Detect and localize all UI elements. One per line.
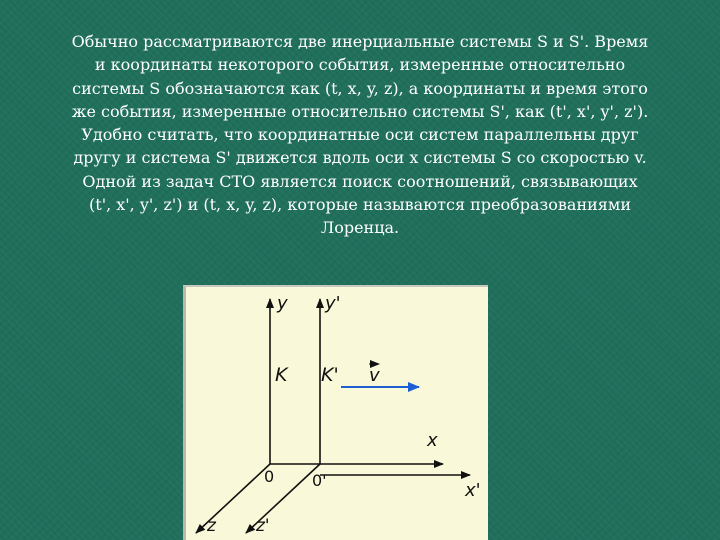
- label-y-prime: y': [325, 293, 341, 314]
- label-k: K: [275, 364, 288, 386]
- paragraph-line: Удобно считать, что координатные оси систем параллельны друг: [81, 125, 639, 145]
- label-x-prime: x': [465, 480, 481, 501]
- paragraph-line: другу и система S' движется вдоль оси x системы S со скоростью v.: [73, 148, 647, 168]
- reference-frames-figure: [183, 285, 488, 540]
- paragraph-line: Одной из задач СТО является поиск соотношений, связывающих: [82, 171, 638, 191]
- label-x: x: [427, 430, 438, 451]
- label-origin-prime: 0': [312, 471, 327, 490]
- paragraph-line: Лоренца.: [320, 218, 400, 238]
- paragraph-line: Обычно рассматриваются две инерциальные системы S и S'. Время: [71, 32, 649, 51]
- label-k-prime: K': [321, 364, 339, 386]
- label-z-prime: z': [256, 516, 270, 536]
- paragraph-line: же события, измеренные относительно системы S', как (t', x', y', z').: [71, 101, 649, 121]
- paragraph-line: (t', x', y', z') и (t, x, y, z), которые называются преобразованиями: [89, 195, 631, 215]
- label-v: v: [369, 365, 380, 386]
- paragraph-line: и координаты некоторого события, измеренные относительно: [94, 55, 626, 75]
- label-origin: 0: [264, 467, 275, 486]
- label-y: y: [277, 293, 288, 314]
- slide-paragraph: [6, 30, 714, 240]
- paragraph-line: системы S обозначаются как (t, x, y, z), а координаты и время этого: [72, 78, 648, 98]
- label-z: z: [207, 516, 216, 536]
- coordinate-systems-diagram: [183, 285, 488, 540]
